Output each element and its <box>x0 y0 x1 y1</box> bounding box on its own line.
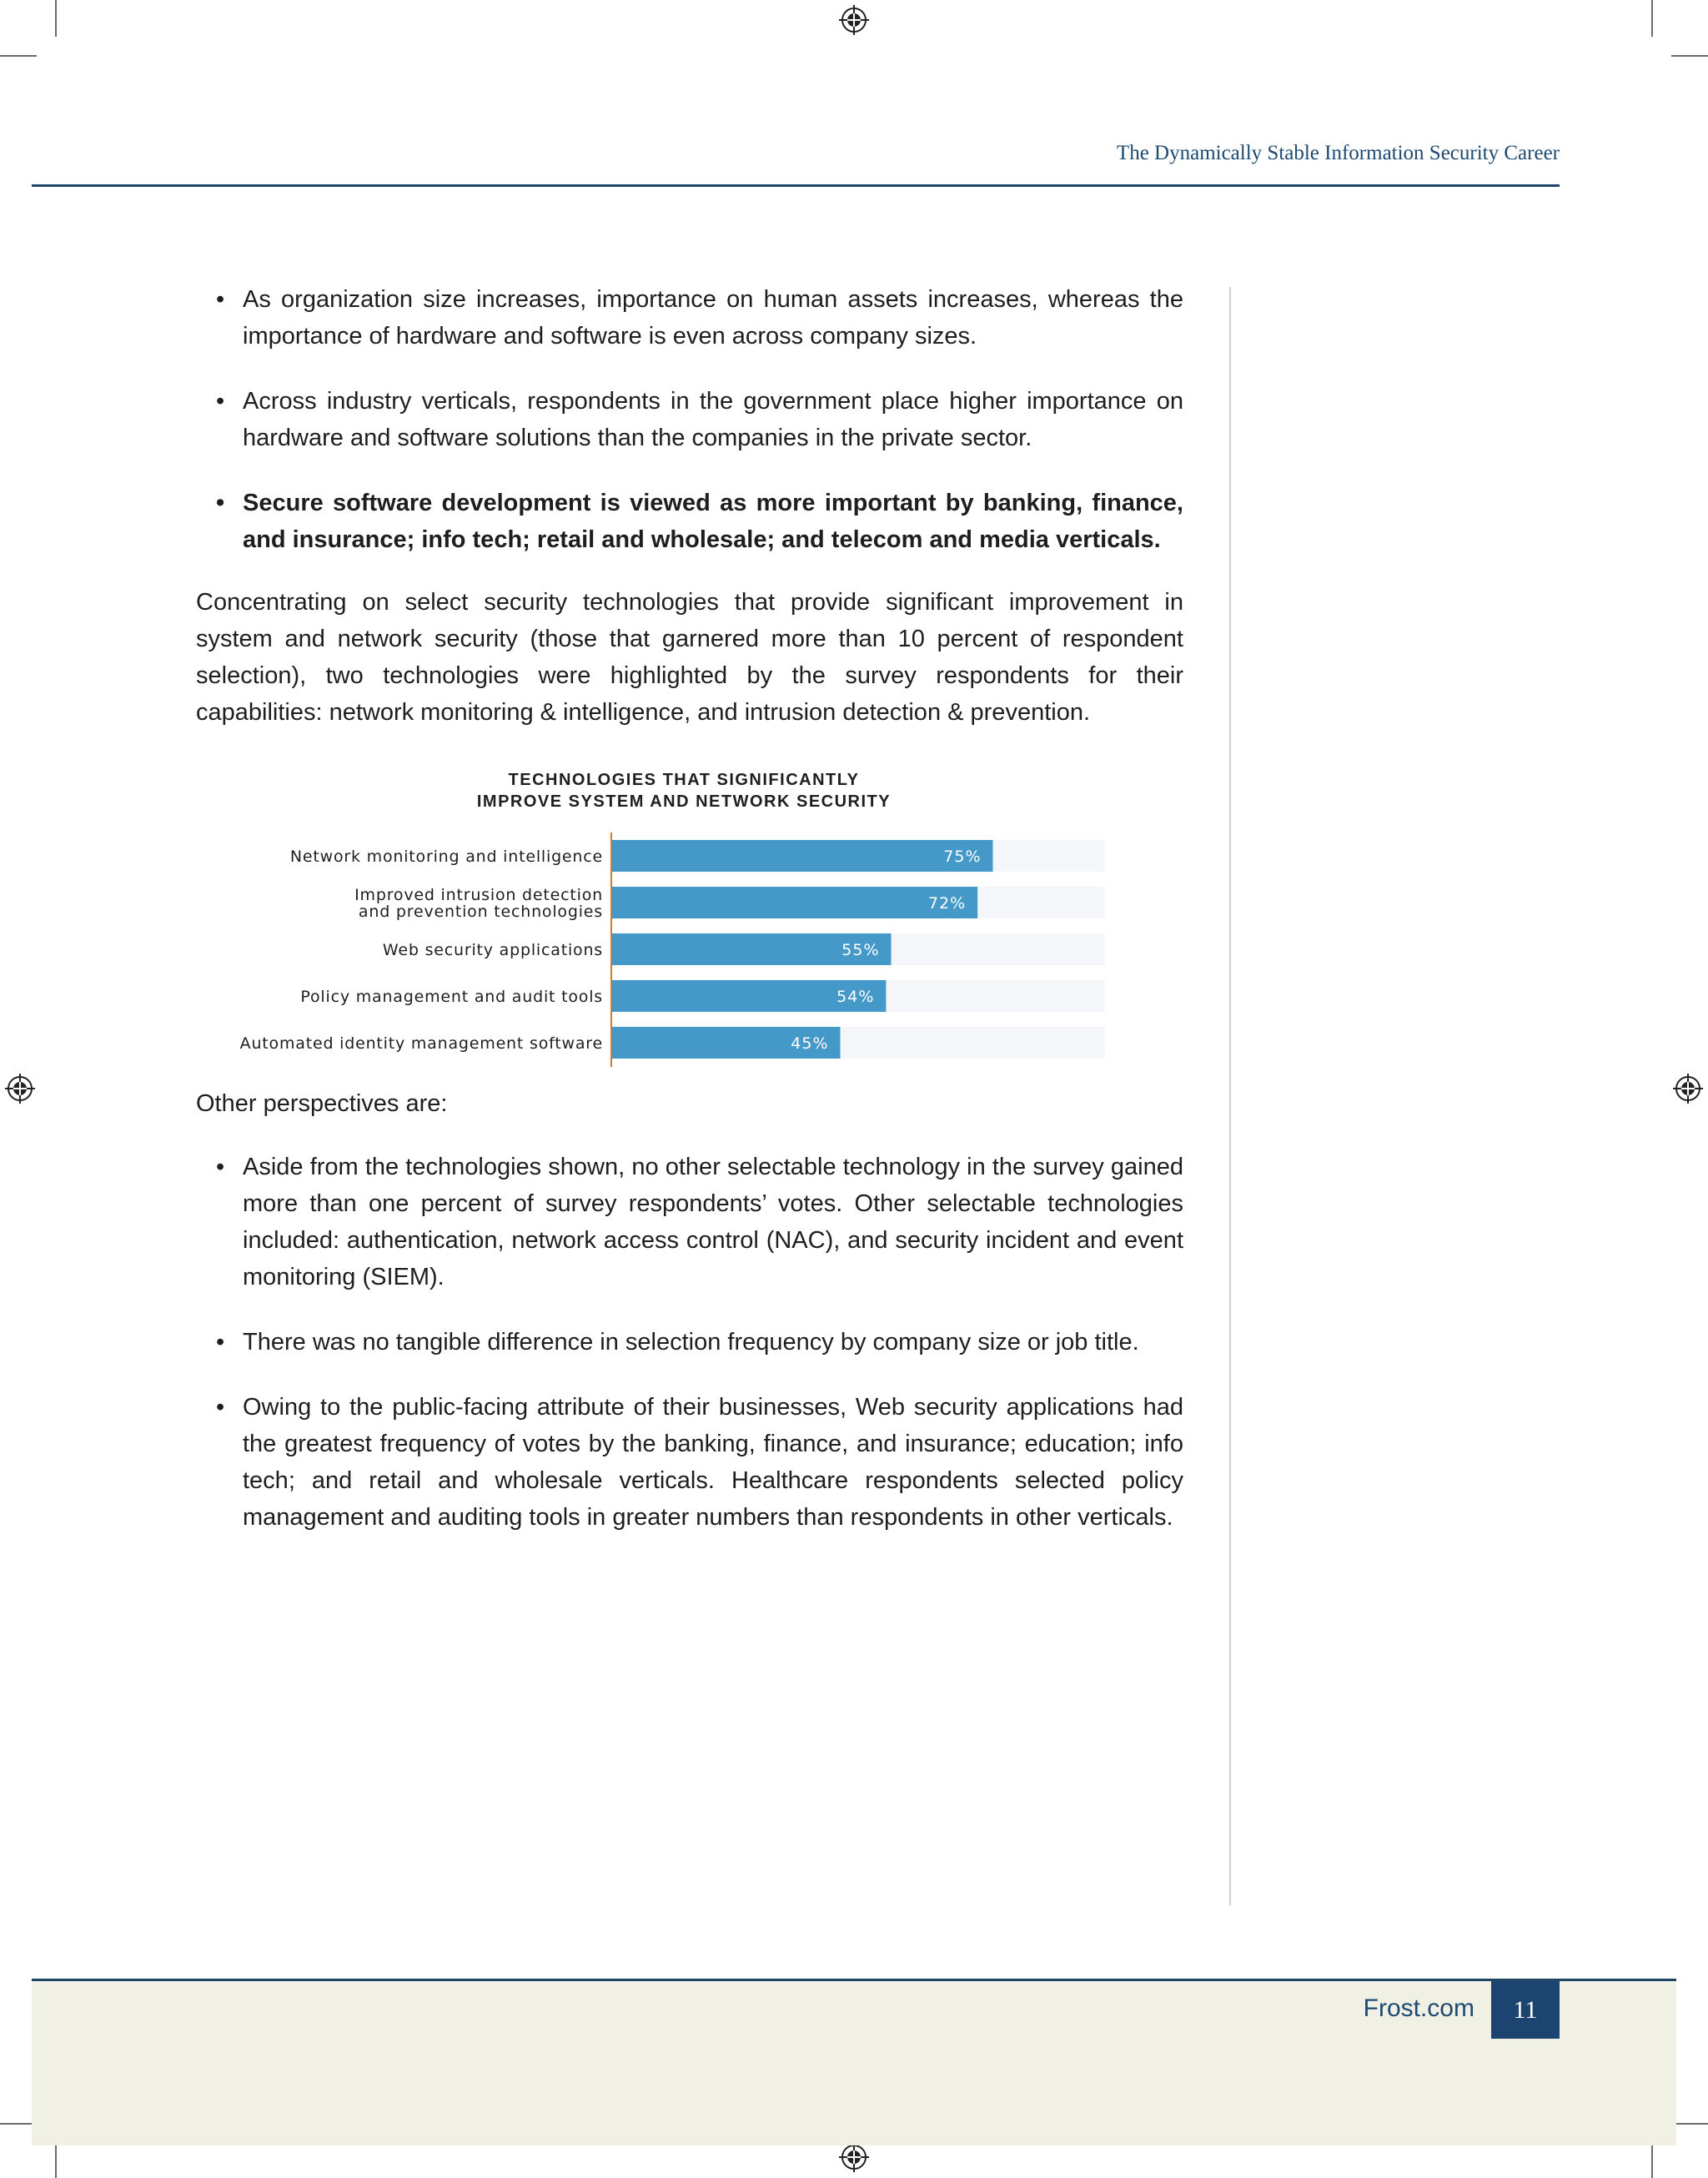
bar-chart <box>0 826 1184 1076</box>
list-item-text: Aside from the technologies shown, no other selectable technology in the survey gained more than one percent of survey respondents’ votes. Other selectable technologies included: authentication, network access control (NAC), and security incident and event monitoring (SIEM). <box>243 1154 1183 1290</box>
chart-title-line: IMPROVE SYSTEM AND NETWORK SECURITY <box>476 792 892 811</box>
crop-mark <box>1671 2123 1708 2125</box>
list-item <box>196 485 1183 558</box>
bar-value-label: 72% <box>927 894 967 913</box>
list-item-text: Across industry verticals, respondents in the government place higher importance on hardware and software solutions than the companies in the private sector. <box>243 388 1183 451</box>
bar-value-label: 54% <box>836 988 875 1006</box>
category-label: Network monitoring and intelligence <box>289 848 603 866</box>
registration-mark-icon <box>837 2140 871 2174</box>
crop-mark <box>55 2141 57 2178</box>
crop-mark <box>1671 55 1708 57</box>
header-rule <box>32 184 1560 187</box>
bar-value-label: 55% <box>841 941 880 959</box>
crop-mark <box>55 0 57 37</box>
bar <box>611 887 977 918</box>
intro-paragraph: Concentrating on select security technologies that provide significant improvement in system and network security (those that garnered more than 10 percent of respondent selection), two technologies were highlighted by the survey respondents for their capabilities: network monitoring & intelligence, and intrusion detection & prevention. <box>196 589 1183 726</box>
bullet-icon: • <box>216 388 225 415</box>
category-label: and prevention technologies <box>358 903 603 921</box>
crop-mark <box>1651 2141 1653 2178</box>
list-item-text: There was no tangible difference in selection frequency by company size or job title. <box>243 1329 1139 1356</box>
bar-value-label: 75% <box>943 848 982 866</box>
bullet-icon: • <box>216 1394 225 1421</box>
footer-rule <box>32 1979 1676 1981</box>
bar-value-label: 45% <box>791 1034 829 1053</box>
footer-site-link[interactable]: Frost.com <box>1363 1994 1474 2022</box>
bullet-icon: • <box>216 1329 225 1356</box>
bullet-icon: • <box>216 1154 225 1180</box>
crop-mark <box>0 55 37 57</box>
list-item <box>196 383 1183 456</box>
running-header-title: The Dynamically Stable Information Security Career <box>1116 142 1560 164</box>
list-item <box>196 281 1183 355</box>
bar <box>611 840 993 872</box>
other-perspectives-heading: Other perspectives are: <box>196 1090 448 1117</box>
list-item-text: Secure software development is viewed as more important by banking, finance, and insurance; info tech; retail and wholesale; and telecom and media verticals. <box>243 490 1183 553</box>
top-bullet-list <box>196 281 1183 586</box>
registration-mark-icon <box>837 3 871 37</box>
bullet-icon: • <box>216 286 225 313</box>
chart-title <box>392 769 976 812</box>
list-item <box>196 1389 1183 1536</box>
bottom-bullet-list <box>196 1149 1183 1564</box>
chart-title-line: TECHNOLOGIES THAT SIGNIFICANTLY <box>508 771 860 789</box>
page-number: 11 <box>1491 1981 1560 2039</box>
registration-mark-icon <box>1671 1072 1705 1105</box>
list-item <box>196 1149 1183 1295</box>
category-label: Automated identity management software <box>239 1034 603 1053</box>
list-item-text: As organization size increases, importance on human assets increases, whereas the importance of hardware and software is even across company sizes. <box>243 286 1183 350</box>
sidebar-divider <box>1229 287 1231 1905</box>
list-item <box>196 1324 1183 1361</box>
crop-mark <box>1651 0 1653 37</box>
list-item-text: Owing to the public-facing attribute of their businesses, Web security applications had the greatest frequency of votes by the banking, finance, and insurance; education; info tech; and retail and wholesale verticals. Healthcare respondents selected policy management and auditing tools in greater numbers than respondents in other verticals. <box>243 1394 1183 1531</box>
category-label: Web security applications <box>382 941 603 959</box>
registration-mark-icon <box>3 1072 37 1105</box>
category-label: Improved intrusion detection <box>354 886 603 904</box>
category-label: Policy management and audit tools <box>300 988 603 1006</box>
bullet-icon: • <box>216 490 225 516</box>
